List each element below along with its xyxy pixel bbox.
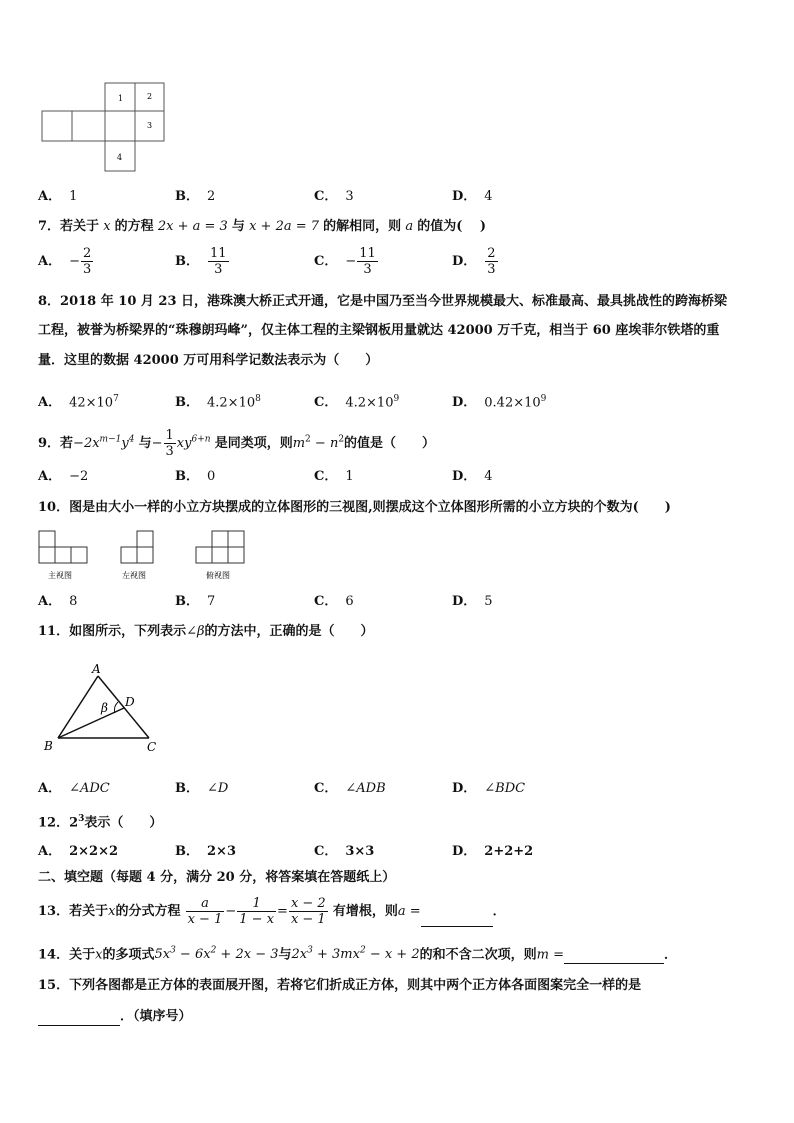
option-label: B． (175, 469, 199, 484)
net-number-4: 4 (117, 153, 123, 162)
three-views-figure (36, 528, 256, 583)
q13-fraction-1 (186, 896, 225, 927)
poly-exp: 3 (307, 946, 313, 956)
option-fraction (81, 246, 93, 277)
option-text: 2 (207, 189, 216, 204)
q10-stem: 10．图是由大小一样的小立方块摆成的立体图形的三视图,则摆成这个立体图形所需的小立方块的个数为( ) (38, 500, 671, 515)
option-text: 2×3 (207, 844, 236, 859)
fraction-denominator: 3 (165, 444, 174, 459)
q7-mid2: 与 (231, 219, 245, 234)
q9-stem (38, 428, 435, 459)
option-sign: − (69, 254, 80, 269)
q13-minus: − (225, 904, 237, 919)
option-label: C． (314, 781, 338, 796)
q13-fraction-2 (237, 896, 276, 927)
point-b: B (44, 739, 53, 753)
q9-prefix: 9．若 (38, 436, 74, 451)
q11-options (38, 780, 758, 800)
q12-prefix: 12．2 (38, 815, 79, 831)
q8-line-2: 工程，被誉为桥梁界的“珠穆朗玛峰”，仅主体工程的主梁钢板用量就达 42000 万千克，相当于 60 座埃菲尔铁塔的重 (38, 323, 720, 338)
option-label: B． (175, 254, 199, 269)
q11-option-b[interactable] (175, 780, 228, 798)
q13-suffix: ． (492, 904, 506, 919)
q7-option-c[interactable] (314, 246, 379, 277)
option-exponent: 9 (540, 394, 547, 404)
q10-option-c[interactable] (314, 593, 354, 611)
q9-term1-y: y (121, 436, 129, 451)
option-text: −2 (69, 469, 89, 484)
q14-prefix: 14．关于 (38, 947, 96, 963)
q13-answer-blank[interactable] (421, 912, 493, 927)
option-base: 4.2×10 (207, 395, 256, 411)
q8-option-b[interactable] (175, 390, 261, 412)
q9-term1 (73, 436, 134, 451)
q13-fraction-3 (289, 896, 328, 927)
option-label: D． (452, 781, 477, 796)
q7-var-a: a (405, 219, 414, 234)
q11-prefix: 11．如图所示，下列表示 (38, 624, 187, 639)
net-square-left (42, 111, 72, 141)
q11-suffix: 的方法中，正确的是（ ） (204, 624, 374, 639)
option-label: C． (314, 844, 338, 859)
fraction-denominator: x − 1 (187, 912, 223, 927)
q14-poly-1 (154, 947, 278, 962)
q6-option-d[interactable] (452, 188, 493, 206)
q6-option-a[interactable] (38, 188, 77, 206)
option-text: ∠ADB (345, 781, 386, 796)
q12-stem (38, 810, 162, 832)
fraction-denominator: 3 (487, 262, 496, 277)
option-label: B． (175, 594, 199, 609)
top-view (196, 531, 244, 563)
q9-mid: 与 (138, 436, 152, 451)
front-view-label: 主视图 (48, 571, 72, 580)
option-fraction (357, 246, 378, 277)
q9-option-a[interactable] (38, 468, 88, 486)
fraction-denominator: 3 (83, 262, 92, 277)
poly-term: 2x (291, 947, 308, 963)
left-view (121, 531, 153, 563)
poly-term: + 3mx (312, 947, 360, 963)
fraction-numerator: x − 2 (290, 896, 326, 911)
poly-term: + 2x − 3 (216, 947, 279, 963)
q7-option-a[interactable] (38, 246, 94, 277)
q10-options (38, 593, 758, 613)
point-d: D (125, 695, 135, 709)
poly-term: − 6x (175, 947, 211, 963)
triangle-figure (40, 660, 170, 755)
fraction-denominator: 3 (214, 262, 223, 277)
option-exponent: 8 (255, 394, 261, 404)
q7-eq1: 2x + a = 3 (157, 219, 228, 234)
option-text: 1 (345, 469, 354, 484)
q8-options (38, 390, 758, 410)
q13-equals: = (277, 904, 288, 919)
q8-line-3: 量．这里的数据 42000 万可用科学记数法表示为（ ） (38, 353, 379, 368)
option-label: C． (314, 594, 338, 609)
q14-mid3: 的和不含二次项，则 (419, 947, 537, 963)
q15-suffix: ．（填序号） (120, 1009, 192, 1024)
option-text: ∠BDC (484, 781, 526, 796)
q13-answer-var: a = (397, 904, 421, 919)
q8-option-c[interactable] (314, 390, 399, 412)
option-label: A． (38, 594, 62, 609)
q12-option-d[interactable] (452, 843, 533, 861)
option-label: C． (314, 469, 338, 484)
poly-term: 5x (154, 947, 171, 963)
q11-angle: ∠β (186, 624, 205, 639)
q7-prefix: 7．若关于 (38, 219, 100, 234)
option-exponent: 9 (393, 394, 400, 404)
q9-mid2: 是同类项，则 (214, 436, 293, 451)
front-view (39, 531, 87, 563)
option-fraction (208, 246, 229, 277)
q13-prefix: 13．若关于 (38, 904, 109, 919)
q12-options (38, 843, 758, 863)
q7-eq2: x + 2a = 7 (249, 219, 320, 234)
q14-mid: 的多项式 (102, 947, 155, 963)
option-text: 8 (69, 594, 78, 609)
option-text: 2×2×2 (69, 844, 119, 859)
q11-option-a[interactable] (38, 780, 110, 798)
q9-term1-exp2: 4 (128, 434, 135, 445)
q9-term1-exp1: m−1 (99, 434, 122, 445)
q7-suffix: 的值为( ) (417, 219, 487, 234)
option-sign: − (345, 254, 357, 269)
top-view-label: 俯视图 (206, 571, 230, 580)
q13-mid2: 有增根，则 (332, 904, 398, 919)
option-base: 0.42×10 (484, 395, 541, 411)
q12-option-a[interactable] (38, 843, 118, 861)
q15-line-2 (38, 1008, 192, 1026)
q8-option-d[interactable] (452, 390, 546, 412)
fraction-numerator: 2 (487, 246, 496, 261)
q7-mid1: 的方程 (114, 219, 154, 234)
option-label: C． (314, 254, 338, 269)
fraction-numerator: 1 (237, 896, 276, 912)
q9-term2-xy: xy (176, 436, 192, 451)
q8-line-1: 8．2018 年 10 月 23 日，港珠澳大桥正式开通，它是中国乃至当今世界规模最大、标准最高、最具挑战性的跨海桥梁 (38, 294, 728, 309)
option-label: B． (175, 395, 199, 411)
q9-option-c[interactable] (314, 468, 354, 486)
q9-term2-exp: 6+n (191, 434, 211, 445)
option-label: C． (314, 395, 338, 411)
fraction-numerator: 1 (165, 428, 174, 443)
option-label: D． (452, 254, 477, 269)
q10-option-d[interactable] (452, 593, 493, 611)
q13-var-x: x (108, 904, 116, 919)
option-label: D． (452, 594, 477, 609)
poly-exp: 3 (170, 946, 176, 956)
q14-poly-2 (292, 947, 420, 962)
option-label: A． (38, 189, 62, 204)
net-square-center (105, 111, 135, 141)
fraction-denominator: 1 − x (239, 912, 275, 927)
q10-option-a[interactable] (38, 593, 77, 611)
q15-answer-blank[interactable] (38, 1011, 120, 1026)
q13-mid: 的分式方程 (115, 904, 181, 919)
option-exponent: 7 (113, 394, 119, 404)
q6-options (38, 188, 758, 208)
q9-expr-m: m (292, 436, 306, 451)
q7-var-x: x (103, 219, 111, 234)
point-a: A (92, 662, 101, 676)
q14-answer-blank[interactable] (564, 949, 664, 964)
option-text: 6 (345, 594, 354, 609)
option-label: C． (314, 189, 338, 204)
option-text: ∠D (207, 781, 229, 796)
q14-suffix: ． (663, 947, 677, 963)
net-number-1: 1 (118, 94, 124, 103)
cube-net-figure (38, 80, 178, 175)
option-label: D． (452, 395, 477, 411)
fraction-denominator: x − 1 (290, 912, 326, 927)
poly-exp: 2 (210, 946, 217, 956)
q11-option-c[interactable] (314, 780, 386, 798)
option-text: 5 (484, 594, 493, 609)
q9-option-b[interactable] (175, 468, 215, 486)
poly-exp: 2 (359, 946, 366, 956)
q12-option-c[interactable] (314, 843, 374, 861)
option-label: D． (452, 189, 477, 204)
fraction-numerator: 11 (210, 246, 227, 261)
q14-mid2: 与 (278, 947, 292, 963)
option-label: D． (452, 469, 477, 484)
q9-options (38, 468, 758, 488)
option-label: B． (175, 781, 199, 796)
option-label: A． (38, 395, 62, 411)
q12-suffix: 表示（ ） (84, 815, 163, 831)
q9-expr-exp1: 2 (305, 434, 311, 445)
q7-stem (38, 218, 486, 236)
fraction-denominator: 3 (363, 262, 372, 277)
option-text: 2+2+2 (484, 844, 534, 859)
option-text: ∠ADC (69, 781, 110, 796)
option-text: 3 (345, 189, 354, 204)
point-c: C (147, 740, 157, 754)
fraction-numerator: a (186, 896, 225, 912)
section-heading-fill-in: 二、填空题（每题 4 分，满分 20 分，将答案填在答题纸上） (38, 870, 396, 885)
net-number-2: 2 (147, 92, 153, 101)
q7-options (38, 246, 758, 282)
net-number-3: 3 (147, 121, 153, 130)
option-label: B． (175, 189, 199, 204)
option-text: 4 (484, 469, 493, 484)
option-label: B． (175, 844, 199, 859)
q7-mid3: 的解相同，则 (323, 219, 402, 234)
q9-expr-exp2: 2 (338, 434, 345, 445)
option-base: 42×10 (69, 395, 114, 411)
q6-option-c[interactable] (314, 188, 354, 206)
q15-line-1: 15．下列各图都是正方体的表面展开图，若将它们折成正方体，则其中两个正方体各面图案完全一样的是 (38, 978, 642, 993)
option-label: A． (38, 844, 62, 859)
option-label: A． (38, 254, 62, 269)
q10-option-b[interactable] (175, 593, 215, 611)
q8-option-a[interactable] (38, 390, 119, 412)
option-text: 1 (69, 189, 78, 204)
q9-expr-mid: − n (310, 436, 339, 451)
angle-beta-label: β (101, 701, 108, 715)
option-label: A． (38, 469, 62, 484)
q14-answer-var: m = (536, 947, 564, 963)
option-text: 4 (484, 189, 493, 204)
option-text: 0 (207, 469, 216, 484)
option-text: 7 (207, 594, 216, 609)
q13-stem (38, 896, 506, 927)
q12-option-b[interactable] (175, 843, 236, 861)
option-fraction (485, 246, 497, 277)
q6-option-b[interactable] (175, 188, 215, 206)
q11-option-d[interactable] (452, 780, 525, 798)
net-square-blank (72, 111, 105, 141)
q9-term2-sign: − (151, 436, 163, 451)
option-text: 3×3 (345, 844, 375, 859)
q7-option-d[interactable] (452, 246, 499, 277)
poly-term: − x + 2 (365, 947, 420, 963)
option-label: A． (38, 781, 62, 796)
option-base: 4.2×10 (345, 395, 394, 411)
q14-stem (38, 942, 677, 964)
fraction-numerator: 11 (359, 246, 376, 261)
q9-term1-lead: −2x (73, 436, 100, 451)
q9-suffix: 的值是（ ） (344, 436, 436, 451)
option-label: D． (452, 844, 477, 859)
fraction-numerator: 2 (83, 246, 92, 261)
q14-var-x: x (95, 947, 103, 963)
q11-stem (38, 623, 374, 641)
q12-exponent: 3 (78, 814, 85, 824)
q7-option-b[interactable] (175, 246, 230, 277)
left-view-label: 左视图 (122, 571, 146, 580)
q9-option-d[interactable] (452, 468, 493, 486)
q9-term2-fraction (164, 428, 176, 459)
